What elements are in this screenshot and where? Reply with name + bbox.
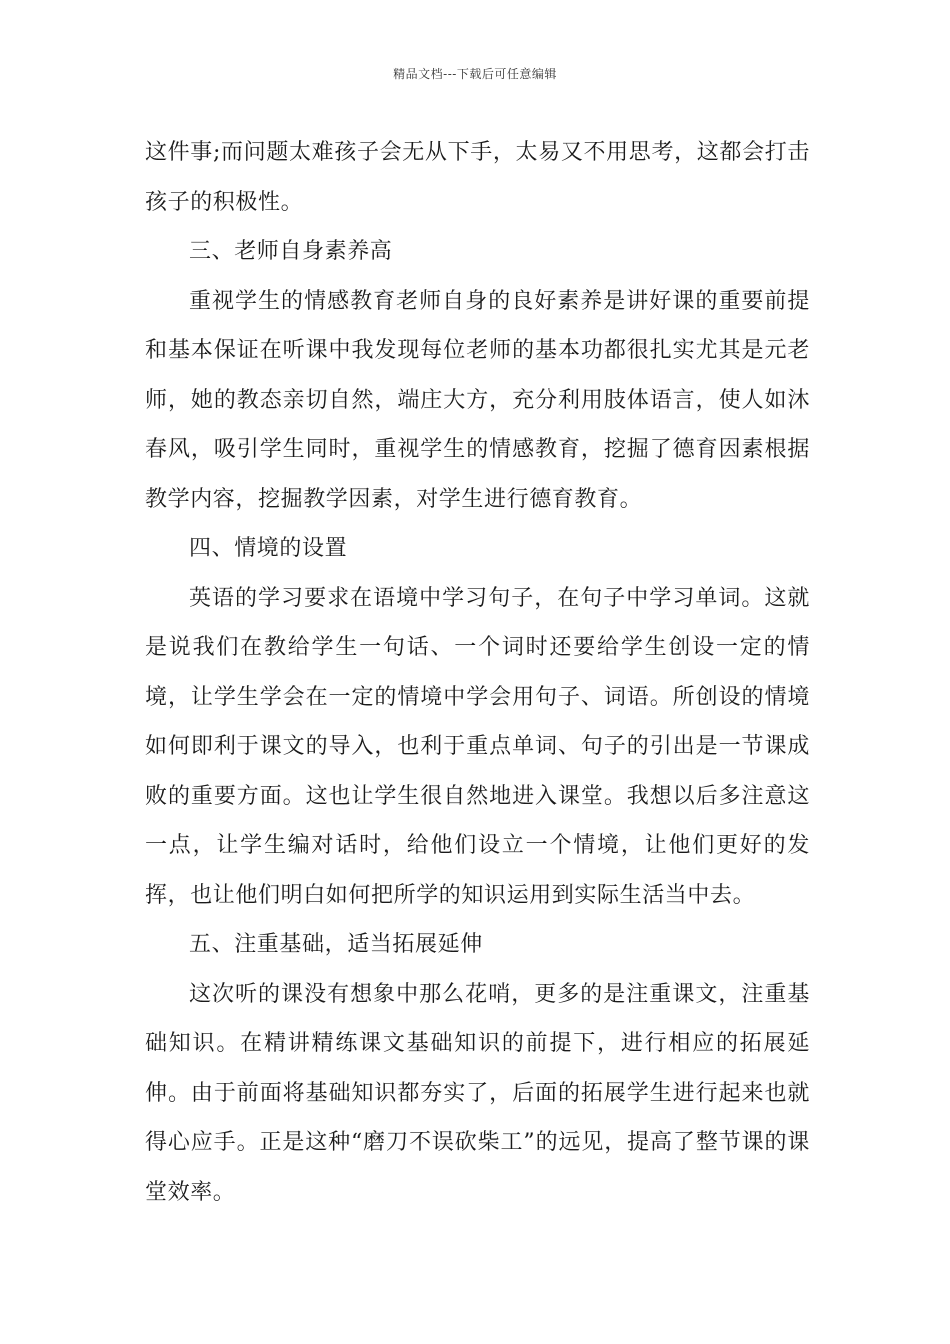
- section-heading-3: 三、老师自身素养高: [189, 239, 393, 264]
- paragraph-continued: 这件事;而问题太难孩子会无从下手，太易又不用思考，这都会打击孩子的积极性。: [145, 140, 810, 215]
- paragraph-section-4: 英语的学习要求在语境中学习句子，在句子中学习单词。这就是说我们在教给学生一句话、一个词时还要给学生创设一定的情境，让学生学会在一定的情境中学会用句子、词语。所创设的情境如何即利于课文的导入，也利于重点单词、句子的引出是一节课成败的重要方面。这也让学生很自然地进入课堂。我想以后多注意这一点，让学生编对话时，给他们设立一个情境，让他们更好的发挥，也让他们明白如何把所学的知识运用到实际生活当中去。: [145, 585, 810, 908]
- section-heading-5: 五、注重基础，适当拓展延伸: [189, 932, 483, 957]
- paragraph-section-3: 重视学生的情感教育老师自身的良好素养是讲好课的重要前提和基本保证在听课中我发现每位老师的基本功都很扎实尤其是元老师，她的教态亲切自然，端庄大方，充分利用肢体语言，使人如沐春风，吸引学生同时，重视学生的情感教育，挖掘了德育因素根据教学内容，挖掘教学因素，对学生进行德育教育。: [145, 288, 810, 512]
- paragraph-section-5: 这次听的课没有想象中那么花哨，更多的是注重课文，注重基础知识。在精讲精练课文基础知识的前提下，进行相应的拓展延伸。由于前面将基础知识都夯实了，后面的拓展学生进行起来也就得心应手。正是这种“磨刀不误砍柴工”的远见，提高了整节课的课堂效率。: [145, 981, 810, 1205]
- section-heading-4: 四、情境的设置: [189, 536, 348, 561]
- page-header: 精品文档---下载后可任意编辑: [393, 67, 557, 81]
- document-body: [145, 128, 810, 1217]
